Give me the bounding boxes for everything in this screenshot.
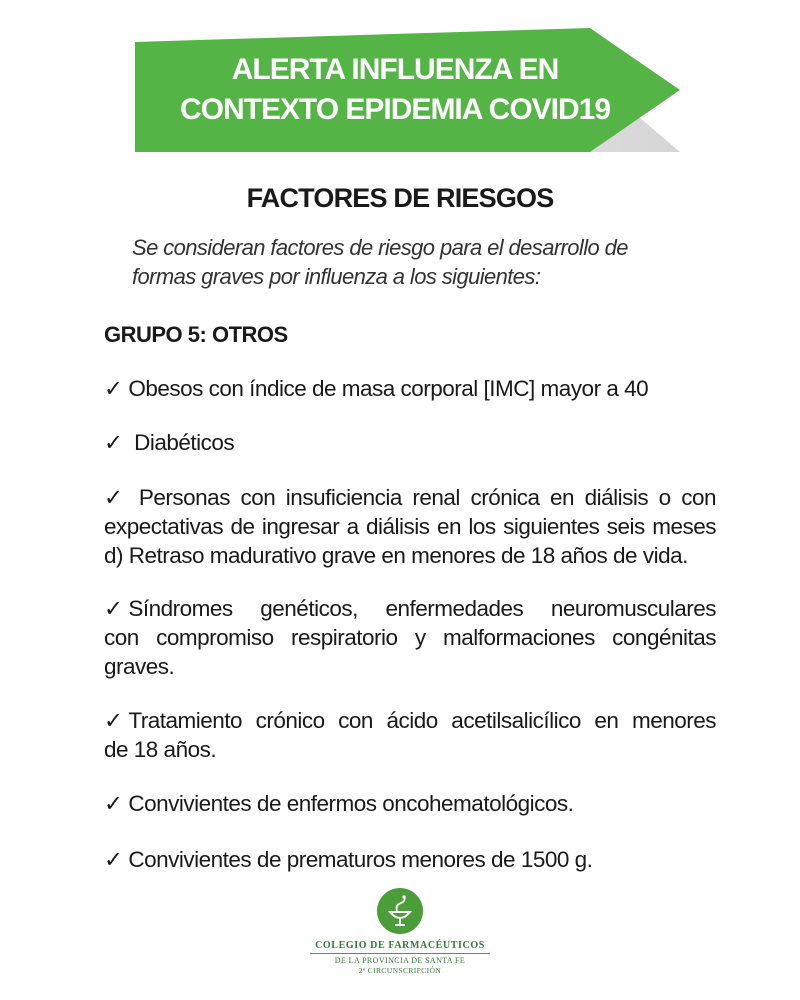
list-item-sindromes-geneticos [104,594,716,681]
list-item-diabeticos [104,428,716,457]
list-item-tratamiento-cronico [104,706,716,764]
intro-line-1: Se consideran factores de riesgo para el desarrollo de [132,235,628,260]
list-item-obesos [104,374,716,403]
section-title: FACTORES DE RIESGOS [246,183,554,213]
check-icon: ✓ [104,596,123,621]
list-item-text: Convivientes de prematuros menores de 1500 g. [128,847,593,872]
banner-title [135,28,655,152]
list-item-text: Personas con insuficiencia renal crónica en diálisis o con [128,485,716,510]
list-item-text: graves. [104,654,175,679]
logo-subtitle: DE LA PROVINCIA DE SANTA FE [334,956,466,965]
list-item-convivientes-prematuros [104,845,716,874]
intro-line-2: formas graves por influenza a los siguientes: [132,264,541,289]
check-icon: ✓ [104,430,123,455]
bowl-of-hygieia-icon [377,888,423,934]
check-icon: ✓ [104,847,123,872]
logo-subtitle-2: 2ª CIRCUNSCRIPCIÓN [358,966,442,975]
check-icon: ✓ [104,376,123,401]
banner-title-line-1: ALERTA INFLUENZA EN [231,53,559,86]
logo-name: COLEGIO DE FARMACÉUTICOS [310,940,490,954]
title-banner [135,28,680,152]
group-title: GRUPO 5: OTROS [104,322,288,347]
intro-text [132,233,692,291]
colegio-logo [310,888,490,988]
list-item-insuficiencia-renal [104,483,716,570]
check-icon: ✓ [104,791,123,816]
list-item-text: Obesos con índice de masa corporal [IMC] mayor a 40 [128,376,649,401]
list-item-text: expectativas de ingresar a diálisis en los siguientes seis meses [104,514,716,539]
check-icon: ✓ [104,485,123,510]
list-item-convivientes-oncohematologicos [104,789,716,818]
list-item-text: Tratamiento crónico con ácido acetilsalicílico en menores [128,708,716,733]
banner-title-line-2: CONTEXTO EPIDEMIA COVID19 [179,93,611,126]
list-item-text: Diabéticos [128,430,235,455]
list-item-text: Convivientes de enfermos oncohematológicos. [128,791,574,816]
check-icon: ✓ [104,708,123,733]
list-item-text: Síndromes genéticos, enfermedades neuromusculares [128,596,716,621]
list-item-text: de 18 años. [104,737,217,762]
list-item-text: d) Retraso madurativo grave en menores de 18 años de vida. [104,543,688,568]
list-item-text: con compromiso respiratorio y malformaciones congénitas [104,625,716,650]
